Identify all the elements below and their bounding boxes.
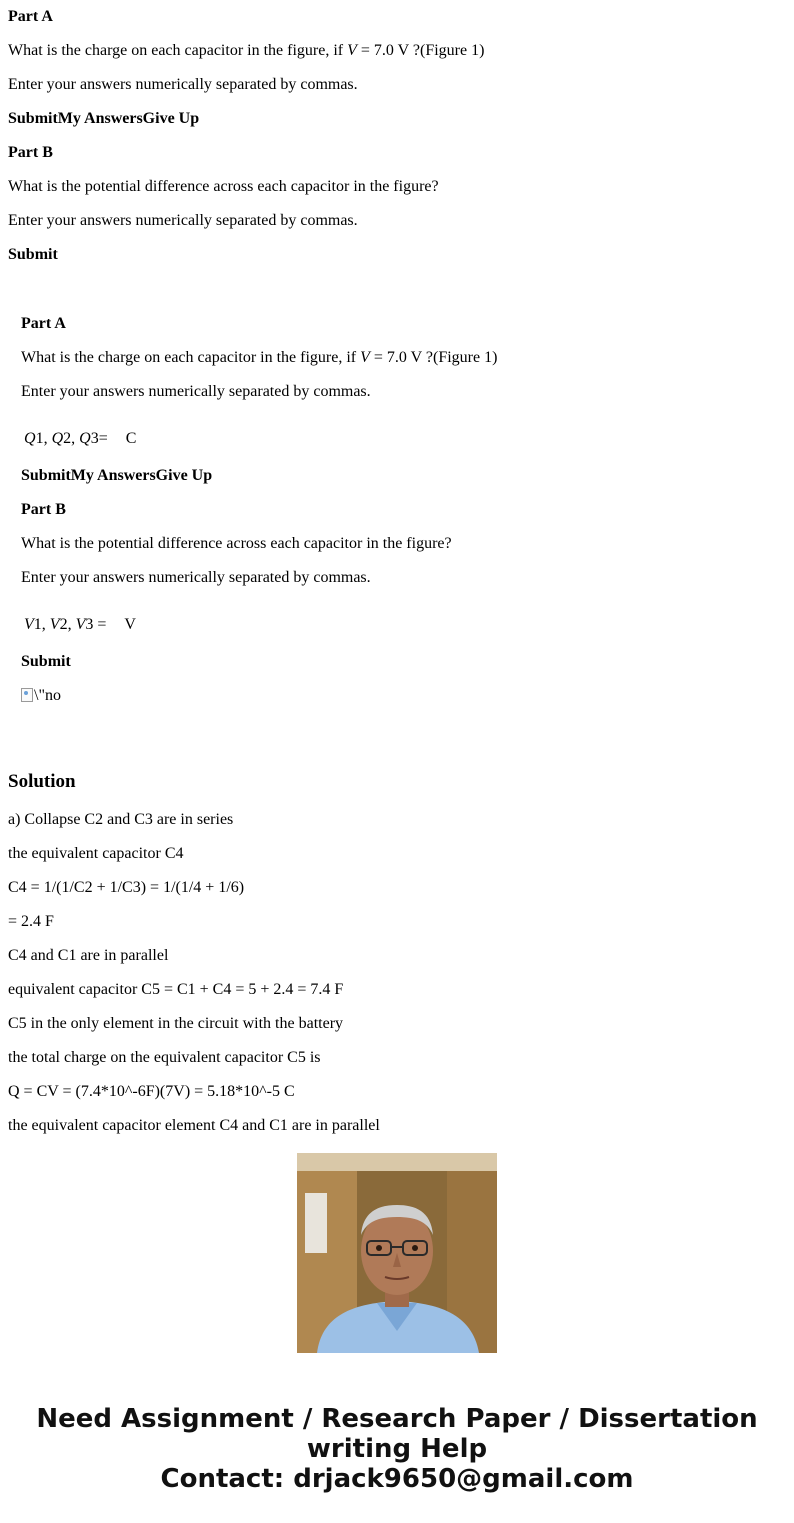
part-b-instruction: Enter your answers numerically separated by commas.: [8, 212, 358, 229]
part-b-submit[interactable]: Submit: [8, 246, 58, 263]
answer-a-row[interactable]: Q1, Q2, Q3= C: [24, 430, 137, 447]
repeat-part-a-instruction: Enter your answers numerically separated by commas.: [21, 383, 371, 400]
solution-line: a) Collapse C2 and C3 are in series: [8, 811, 234, 828]
part-a-instruction: Enter your answers numerically separated by commas.: [8, 76, 358, 93]
promo-line-1: Need Assignment / Research Paper / Dissertation: [36, 1404, 758, 1434]
solution-line: C4 = 1/(1/C2 + 1/C3) = 1/(1/4 + 1/6): [8, 879, 245, 896]
promo-line-2: writing Help: [306, 1434, 488, 1464]
repeat-part-b-title: Part B: [21, 501, 66, 518]
answer-a-unit: C: [125, 430, 137, 447]
author-portrait-image: [297, 1153, 497, 1353]
solution-line: C4 and C1 are in parallel: [8, 947, 169, 964]
broken-image-icon: [21, 688, 33, 702]
answer-b-row[interactable]: V1, V2, V3 = V: [24, 616, 136, 633]
repeat-part-a-title: Part A: [21, 315, 66, 332]
figure-alt-text: \"no: [34, 687, 61, 704]
solution-line: Q = CV = (7.4*10^-6F)(7V) = 5.18*10^-5 C: [8, 1083, 295, 1100]
part-a-prompt: What is the charge on each capacitor in the figure, if V = 7.0 V ?(Figure 1): [8, 42, 485, 59]
author-avatar: [297, 1153, 497, 1353]
document-content: [8, 0, 788, 1134]
solution-heading: Solution: [8, 771, 76, 792]
repeat-part-a-prompt: What is the charge on each capacitor in the figure, if V = 7.0 V ?(Figure 1): [21, 349, 498, 366]
repeat-part-b-prompt: What is the potential difference across each capacitor in the figure?: [21, 535, 452, 552]
solution-line: C5 in the only element in the circuit with the battery: [8, 1015, 344, 1032]
repeat-part-b-instruction: Enter your answers numerically separated by commas.: [21, 569, 371, 586]
part-a-buttons[interactable]: SubmitMy AnswersGive Up: [8, 110, 200, 127]
solution-line: the total charge on the equivalent capacitor C5 is: [8, 1049, 321, 1066]
solution-line-cut: the equivalent capacitor element C4 and C1 are in parallel: [8, 1117, 380, 1134]
part-b-title: Part B: [8, 144, 53, 161]
answer-b-unit: V: [124, 616, 136, 633]
solution-line: = 2.4 F: [8, 913, 54, 930]
repeat-part-a-buttons[interactable]: SubmitMy AnswersGive Up: [21, 467, 213, 484]
repeat-part-b-submit[interactable]: Submit: [21, 653, 71, 670]
solution-line: equivalent capacitor C5 = C1 + C4 = 5 + 2.4 = 7.4 F: [8, 981, 344, 998]
part-a-title: Part A: [8, 8, 53, 25]
promo-contact: Contact: drjack9650@gmail.com: [160, 1464, 634, 1494]
part-b-prompt: What is the potential difference across each capacitor in the figure?: [8, 178, 439, 195]
figure-broken-image: [21, 687, 61, 705]
solution-line: the equivalent capacitor C4: [8, 845, 184, 862]
